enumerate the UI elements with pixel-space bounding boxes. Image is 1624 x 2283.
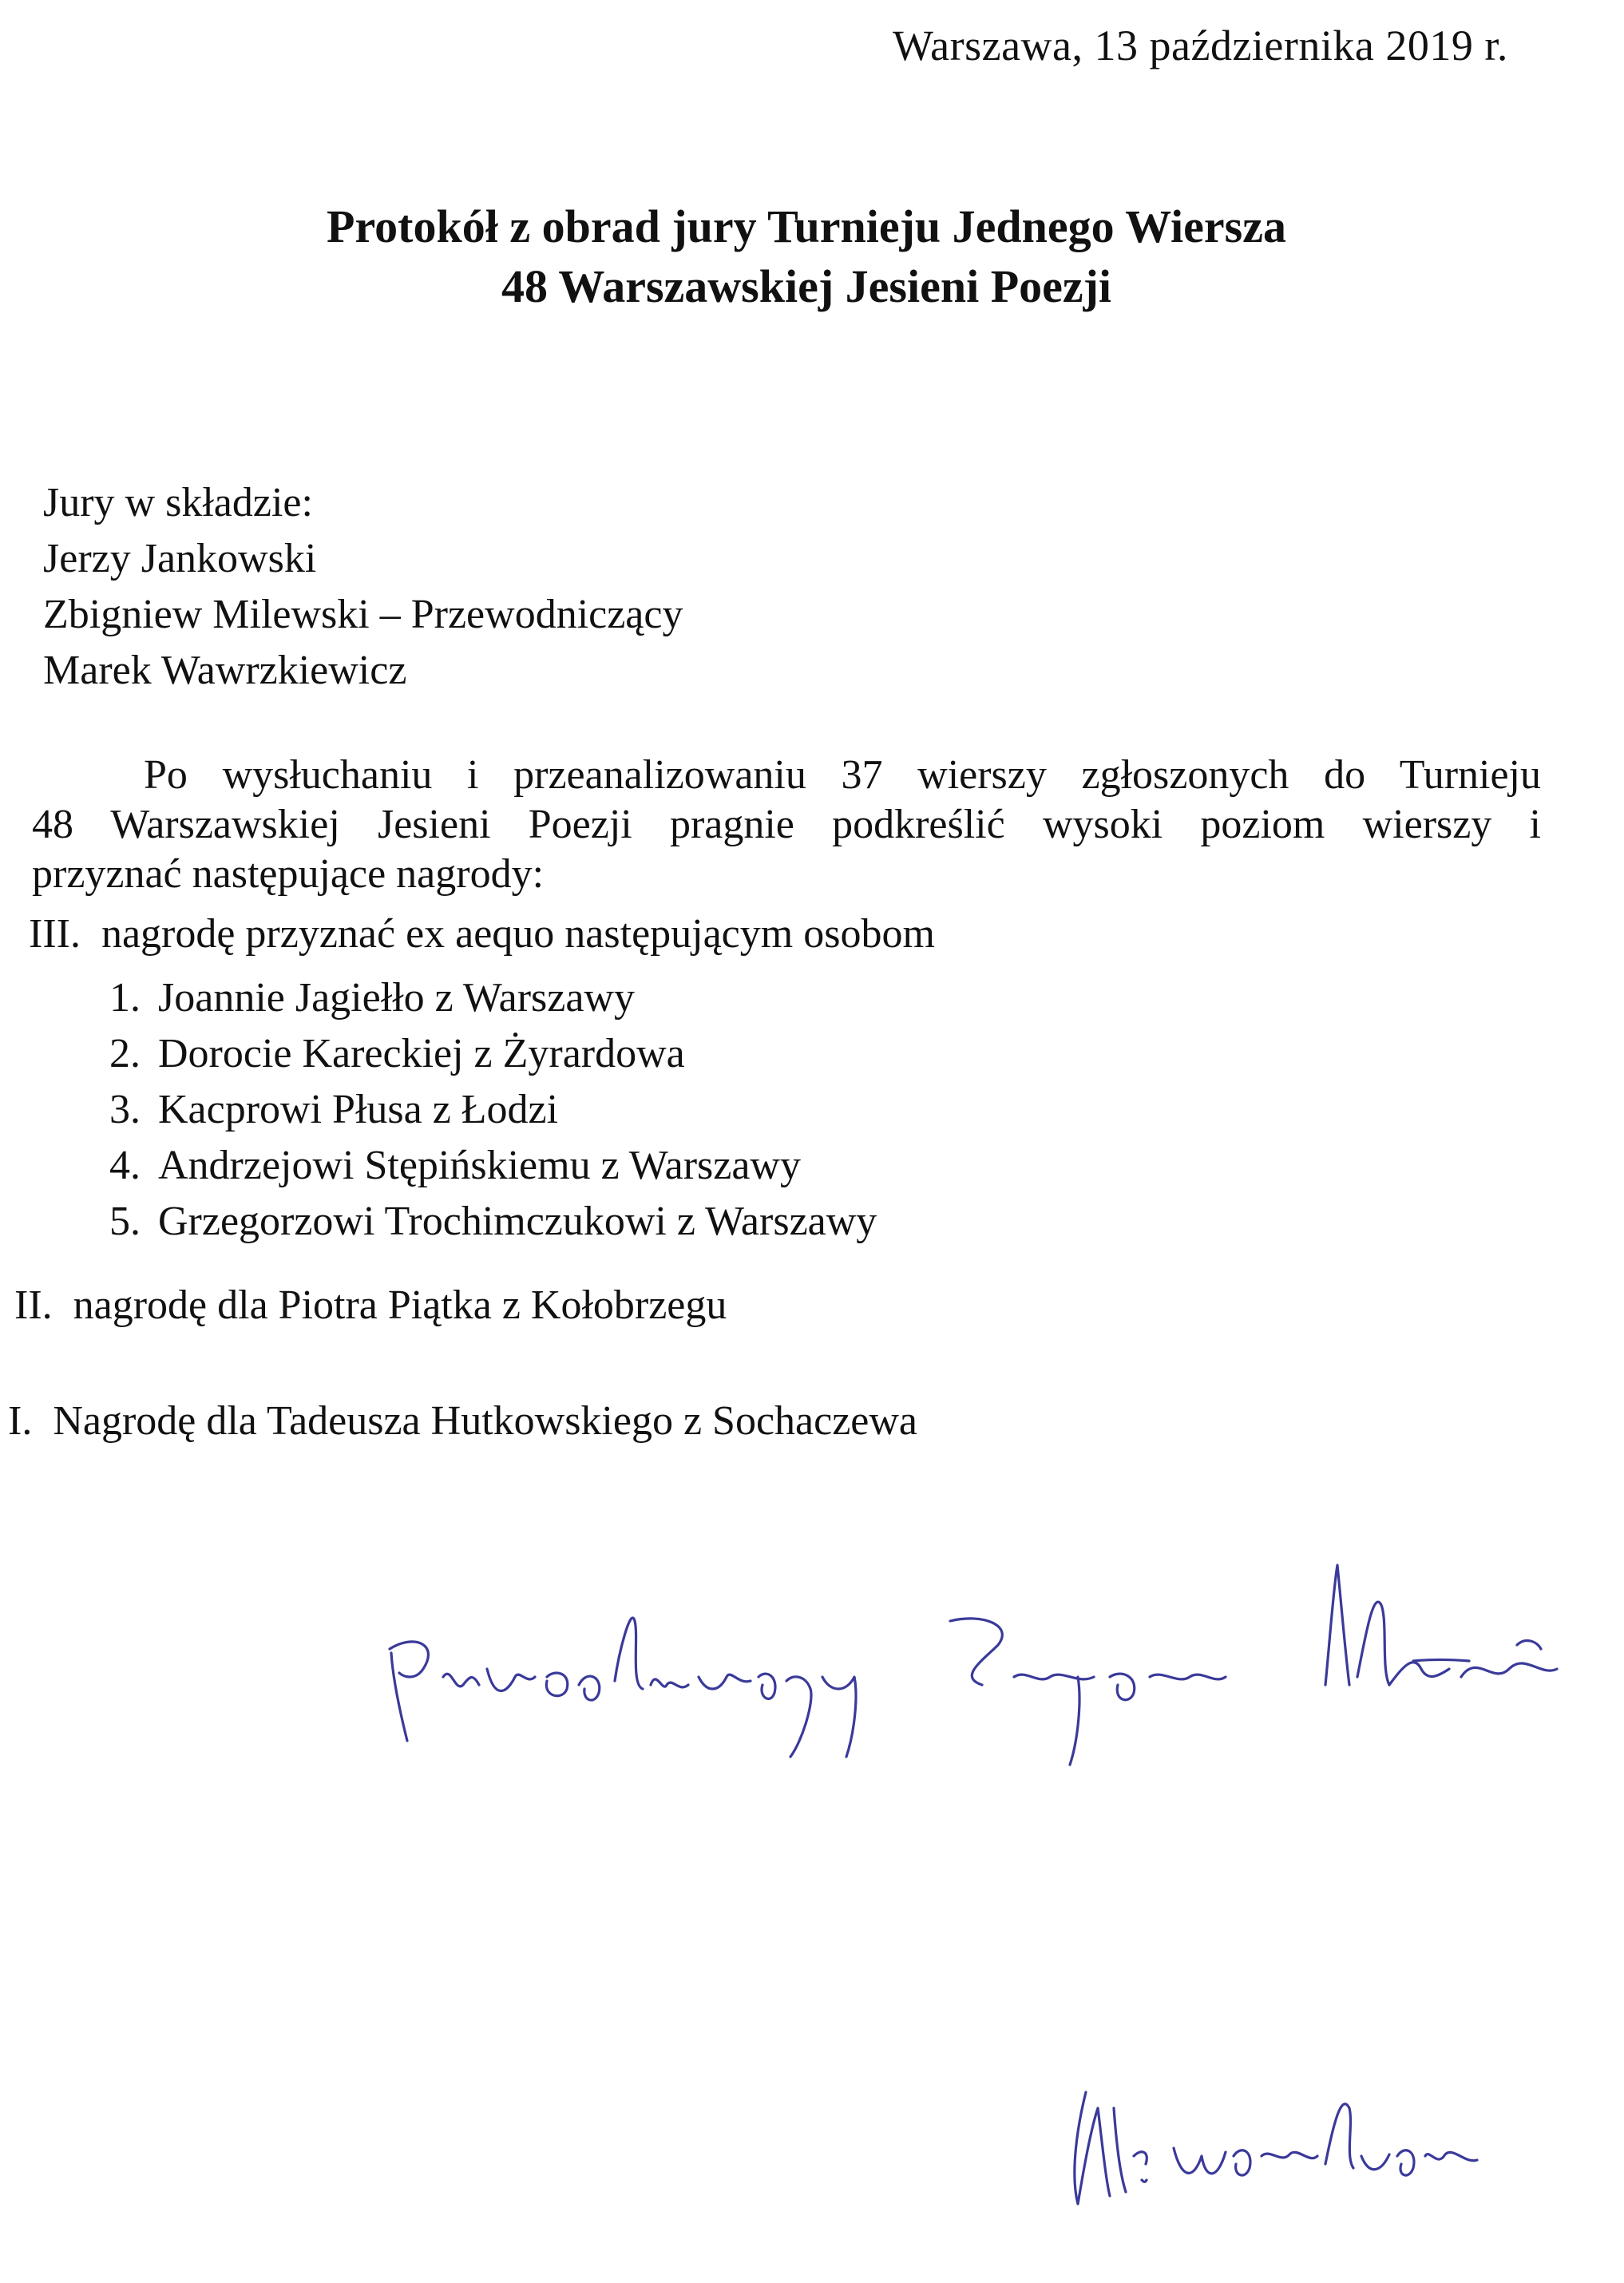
jury-intro: Jury w składzie: xyxy=(43,480,313,525)
jury-member: Jerzy Jankowski xyxy=(43,536,317,581)
prize-text: Nagrodę dla Tadeusza Hutkowskiego z Sochaczewa xyxy=(53,1398,917,1444)
third-prize-winners-list xyxy=(88,970,877,1250)
jury-composition xyxy=(43,475,683,699)
document-date: Warszawa, 13 października 2019 r. xyxy=(893,22,1508,69)
member-signature xyxy=(1054,2060,1501,2220)
list-item-number: 4. xyxy=(109,1143,141,1188)
first-prize xyxy=(8,1397,917,1445)
statement-line: przyznać następujące nagrody: xyxy=(32,851,545,897)
prize-numeral: III. xyxy=(29,911,81,957)
list-item xyxy=(88,1194,877,1250)
list-item-name: Dorocie Kareckiej z Żyrardowa xyxy=(158,1031,685,1076)
list-item-name: Joannie Jagiełło z Warszawy xyxy=(158,975,635,1021)
signature-ink xyxy=(1054,2060,1501,2220)
list-item xyxy=(88,970,877,1026)
chairman-signature xyxy=(375,1557,1597,1797)
prize-text: nagrodę dla Piotra Piątka z Kołobrzegu xyxy=(73,1282,727,1328)
list-item xyxy=(88,1026,877,1082)
prize-text: nagrodę przyznać ex aequo następującym osobom xyxy=(101,911,935,957)
jury-statement xyxy=(32,751,1541,899)
list-item-number: 1. xyxy=(109,975,141,1021)
list-item-name: Kacprowi Płusa z Łodzi xyxy=(158,1087,559,1132)
second-prize xyxy=(14,1282,727,1329)
list-item xyxy=(88,1082,877,1138)
third-prize-heading xyxy=(29,910,935,957)
statement-line: 48 Warszawskiej Jesieni Poezji pragnie podkreślić wysoki poziom wierszy i xyxy=(32,802,1541,847)
list-item-number: 3. xyxy=(109,1087,141,1132)
list-item-number: 2. xyxy=(109,1031,141,1076)
statement-line: Po wysłuchaniu i przeanalizowaniu 37 wierszy zgłoszonych do Turnieju xyxy=(144,752,1541,798)
jury-member: Marek Wawrzkiewicz xyxy=(43,648,407,693)
signature-ink xyxy=(375,1557,1597,1797)
document-title-line-2: 48 Warszawskiej Jesieni Poezji xyxy=(501,260,1112,312)
list-item xyxy=(88,1138,877,1194)
document-title-line-1: Protokół z obrad jury Turnieju Jednego Wiersza xyxy=(327,200,1286,252)
jury-member: Zbigniew Milewski – Przewodniczący xyxy=(43,592,683,637)
prize-numeral: II. xyxy=(14,1282,53,1328)
list-item-name: Grzegorzowi Trochimczukowi z Warszawy xyxy=(158,1199,877,1244)
list-item-number: 5. xyxy=(109,1199,141,1244)
prize-numeral: I. xyxy=(8,1398,33,1444)
list-item-name: Andrzejowi Stępińskiemu z Warszawy xyxy=(158,1143,801,1188)
